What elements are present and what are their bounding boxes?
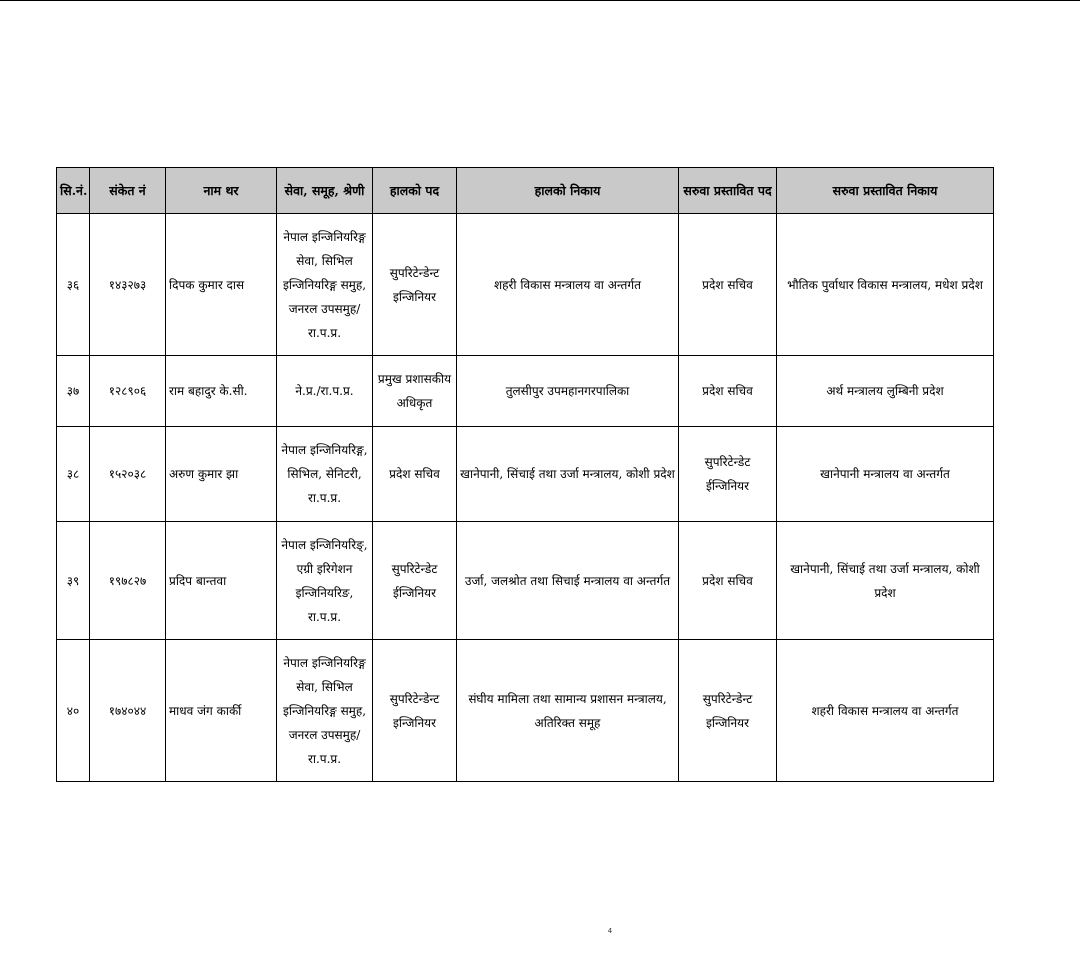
cell-service-group-class: नेपाल इन्जिनियरिङ्ग सेवा, सिभिल इन्जिनियरिङ्ग समुह, जनरल उपसमुह/रा.प.प्र. (277, 640, 373, 782)
cell-current-post: सुपरिटेन्डेट ईन्जिनियर (373, 522, 457, 640)
cell-current-office: तुलसीपुर उपमहानगरपालिका (457, 356, 679, 427)
cell-serial-number: ४० (57, 640, 90, 782)
cell-proposed-post: प्रदेश सचिव (679, 356, 777, 427)
cell-current-office: उर्जा, जलश्रोत तथा सिचाई मन्त्रालय वा अन्तर्गत (457, 522, 679, 640)
page-number: 4 (607, 927, 613, 935)
cell-proposed-post: सुपरिटेन्डेन्ट इन्जिनियर (679, 640, 777, 782)
header-service-group-class: सेवा, समूह, श्रेणी (277, 168, 373, 214)
cell-service-group-class: नेपाल इन्जिनियरिङ्ग, सिभिल, सेनिटरी, रा.प.प्र. (277, 427, 373, 522)
cell-proposed-office: शहरी विकास मन्त्रालय वा अन्तर्गत (777, 640, 994, 782)
cell-name: माधव जंग कार्की (166, 640, 277, 782)
top-border-line (0, 0, 1080, 1)
cell-serial-number: ३९ (57, 522, 90, 640)
table-row (57, 640, 994, 782)
cell-code-number: १७४०४४ (90, 640, 166, 782)
header-current-post: हालको पद (373, 168, 457, 214)
cell-service-group-class: ने.प्र./रा.प.प्र. (277, 356, 373, 427)
table-header-row (57, 168, 994, 214)
cell-current-post: प्रदेश सचिव (373, 427, 457, 522)
cell-serial-number: ३६ (57, 214, 90, 356)
table-row (57, 214, 994, 356)
cell-current-post: सुपरिटेन्डेन्ट इन्जिनियर (373, 214, 457, 356)
cell-code-number: १२८९०६ (90, 356, 166, 427)
cell-name: राम बहादुर के.सी. (166, 356, 277, 427)
cell-serial-number: ३७ (57, 356, 90, 427)
cell-name: अरुण कुमार झा (166, 427, 277, 522)
cell-proposed-office: खानेपानी मन्त्रालय वा अन्तर्गत (777, 427, 994, 522)
cell-current-post: सुपरिटेन्डेन्ट इन्जिनियर (373, 640, 457, 782)
cell-proposed-office: खानेपानी, सिंचाई तथा उर्जा मन्त्रालय, कोशी प्रदेश (777, 522, 994, 640)
cell-current-office: शहरी विकास मन्त्रालय वा अन्तर्गत (457, 214, 679, 356)
header-name: नाम थर (166, 168, 277, 214)
cell-proposed-post: प्रदेश सचिव (679, 522, 777, 640)
cell-code-number: १५२०३८ (90, 427, 166, 522)
cell-proposed-post: प्रदेश सचिव (679, 214, 777, 356)
header-current-office: हालको निकाय (457, 168, 679, 214)
cell-proposed-post: सुपरिटेन्डेट ईन्जिनियर (679, 427, 777, 522)
cell-service-group-class: नेपाल इन्जिनियरिङ्ग सेवा, सिभिल इन्जिनियरिङ्ग समुह, जनरल उपसमुह/रा.प.प्र. (277, 214, 373, 356)
cell-proposed-office: भौतिक पुर्वाधार विकास मन्त्रालय, मधेश प्रदेश (777, 214, 994, 356)
cell-code-number: १४३२७३ (90, 214, 166, 356)
cell-service-group-class: नेपाल इन्जिनियरिङ्, एग्री इरिगेशन इन्जिनियरिङ, रा.प.प्र. (277, 522, 373, 640)
header-proposed-post: सरुवा प्रस्तावित पद (679, 168, 777, 214)
cell-proposed-office: अर्थ मन्त्रालय लुम्बिनी प्रदेश (777, 356, 994, 427)
cell-name: दिपक कुमार दास (166, 214, 277, 356)
cell-code-number: १९७८२७ (90, 522, 166, 640)
header-proposed-office: सरुवा प्रस्तावित निकाय (777, 168, 994, 214)
cell-current-office: संघीय मामिला तथा सामान्य प्रशासन मन्त्रालय, अतिरिक्त समूह (457, 640, 679, 782)
table-row (57, 522, 994, 640)
cell-serial-number: ३८ (57, 427, 90, 522)
table-row (57, 427, 994, 522)
transfer-proposal-table (56, 167, 994, 782)
cell-current-office: खानेपानी, सिंचाई तथा उर्जा मन्त्रालय, कोशी प्रदेश (457, 427, 679, 522)
header-serial-number: सि.नं. (57, 168, 90, 214)
cell-current-post: प्रमुख प्रशासकीय अधिकृत (373, 356, 457, 427)
table-row (57, 356, 994, 427)
header-code-number: संकेत नं (90, 168, 166, 214)
cell-name: प्रदिप बान्तवा (166, 522, 277, 640)
